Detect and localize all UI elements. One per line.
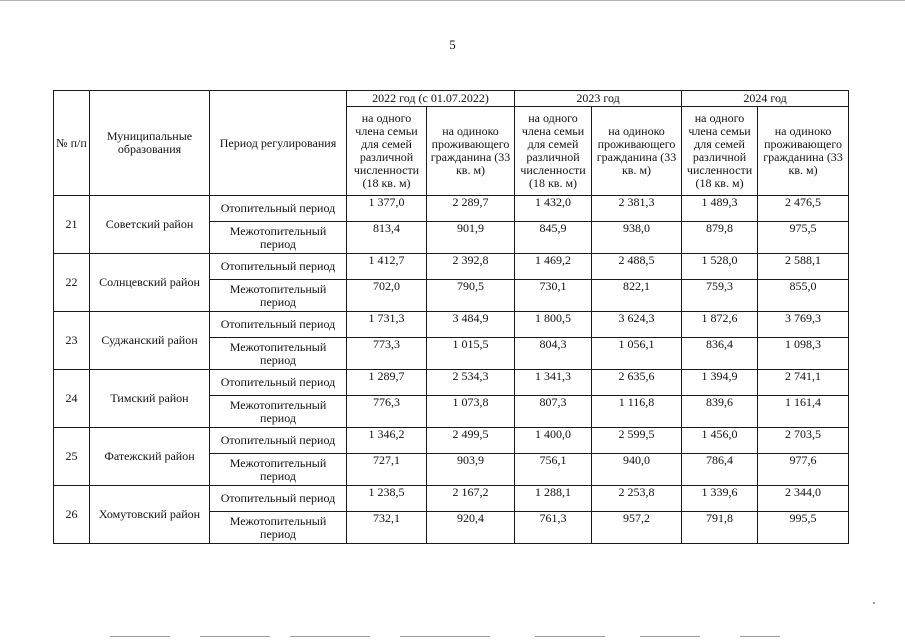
value-cell: 2 599,5 xyxy=(592,428,682,454)
value-cell: 1 238,5 xyxy=(347,486,427,512)
value-cell: 1 339,6 xyxy=(682,486,758,512)
value-cell: 901,9 xyxy=(427,222,515,254)
value-cell: 975,5 xyxy=(758,222,849,254)
table-row xyxy=(54,312,849,338)
district-name: Солнцевский район xyxy=(90,254,210,312)
page-number: 5 xyxy=(449,37,456,52)
value-cell: 790,5 xyxy=(427,280,515,312)
value-cell: 1 161,4 xyxy=(758,396,849,428)
value-cell: 727,1 xyxy=(347,454,427,486)
value-cell: 730,1 xyxy=(515,280,592,312)
row-number: 23 xyxy=(54,312,90,370)
value-cell: 1 116,8 xyxy=(592,396,682,428)
scan-artifact-line xyxy=(740,636,780,637)
value-cell: 786,4 xyxy=(682,454,758,486)
row-number: 25 xyxy=(54,428,90,486)
value-cell: 920,4 xyxy=(427,512,515,544)
value-cell: 756,1 xyxy=(515,454,592,486)
value-cell: 2 488,5 xyxy=(592,254,682,280)
header-2023-single: на одиноко проживающего гражданина (33 кв. м) xyxy=(592,107,682,196)
value-cell: 836,4 xyxy=(682,338,758,370)
value-cell: 1 528,0 xyxy=(682,254,758,280)
value-cell: 732,1 xyxy=(347,512,427,544)
value-cell: 1 073,8 xyxy=(427,396,515,428)
value-cell: 1 469,2 xyxy=(515,254,592,280)
value-cell: 1 394,9 xyxy=(682,370,758,396)
header-row-years xyxy=(54,91,849,107)
scan-artifact-line xyxy=(535,636,605,637)
value-cell: 977,6 xyxy=(758,454,849,486)
header-2024-single: на одиноко проживающего гражданина (33 кв. м) xyxy=(758,107,849,196)
district-name: Суджанский район xyxy=(90,312,210,370)
period-non-heating: Межотопительный период xyxy=(210,454,347,486)
value-cell: 938,0 xyxy=(592,222,682,254)
table-row xyxy=(54,370,849,396)
value-cell: 2 253,8 xyxy=(592,486,682,512)
value-cell: 1 800,5 xyxy=(515,312,592,338)
header-year-2022: 2022 год (с 01.07.2022) xyxy=(347,91,515,107)
value-cell: 1 056,1 xyxy=(592,338,682,370)
value-cell: 776,3 xyxy=(347,396,427,428)
table-row xyxy=(54,428,849,454)
header-2022-family: на одного члена семьи для семей различной численности (18 кв. м) xyxy=(347,107,427,196)
value-cell: 2 588,1 xyxy=(758,254,849,280)
period-heating: Отопительный период xyxy=(210,196,347,222)
table-row xyxy=(54,486,849,512)
value-cell: 1 288,1 xyxy=(515,486,592,512)
value-cell: 940,0 xyxy=(592,454,682,486)
value-cell: 759,3 xyxy=(682,280,758,312)
row-number: 21 xyxy=(54,196,90,254)
period-non-heating: Межотопительный период xyxy=(210,280,347,312)
scan-artifact-line xyxy=(200,636,270,637)
period-non-heating: Межотопительный период xyxy=(210,338,347,370)
header-period: Период регулирования xyxy=(210,91,347,196)
value-cell: 1 432,0 xyxy=(515,196,592,222)
value-cell: 3 769,3 xyxy=(758,312,849,338)
value-cell: 2 167,2 xyxy=(427,486,515,512)
value-cell: 2 534,3 xyxy=(427,370,515,396)
value-cell: 2 635,6 xyxy=(592,370,682,396)
value-cell: 1 400,0 xyxy=(515,428,592,454)
value-cell: 1 289,7 xyxy=(347,370,427,396)
value-cell: 2 741,1 xyxy=(758,370,849,396)
value-cell: 813,4 xyxy=(347,222,427,254)
value-cell: 1 377,0 xyxy=(347,196,427,222)
value-cell: 855,0 xyxy=(758,280,849,312)
value-cell: 3 484,9 xyxy=(427,312,515,338)
district-name: Фатежский район xyxy=(90,428,210,486)
value-cell: 2 289,7 xyxy=(427,196,515,222)
period-heating: Отопительный период xyxy=(210,254,347,280)
header-year-2023: 2023 год xyxy=(515,91,682,107)
period-non-heating: Межотопительный период xyxy=(210,222,347,254)
value-cell: 1 341,3 xyxy=(515,370,592,396)
period-non-heating: Межотопительный период xyxy=(210,512,347,544)
district-name: Тимский район xyxy=(90,370,210,428)
value-cell: 702,0 xyxy=(347,280,427,312)
value-cell: 1 412,7 xyxy=(347,254,427,280)
header-no: № п/п xyxy=(54,91,90,196)
row-number: 26 xyxy=(54,486,90,544)
value-cell: 773,3 xyxy=(347,338,427,370)
value-cell: 839,6 xyxy=(682,396,758,428)
value-cell: 1 489,3 xyxy=(682,196,758,222)
value-cell: 879,8 xyxy=(682,222,758,254)
value-cell: 761,3 xyxy=(515,512,592,544)
value-cell: 822,1 xyxy=(592,280,682,312)
scan-artifact-line xyxy=(290,636,370,637)
value-cell: 791,8 xyxy=(682,512,758,544)
row-number: 24 xyxy=(54,370,90,428)
value-cell: 1 731,3 xyxy=(347,312,427,338)
value-cell: 2 703,5 xyxy=(758,428,849,454)
period-non-heating: Межотопительный период xyxy=(210,396,347,428)
district-name: Хомутовский район xyxy=(90,486,210,544)
value-cell: 903,9 xyxy=(427,454,515,486)
value-cell: 1 872,6 xyxy=(682,312,758,338)
scan-artifact-line xyxy=(110,636,170,637)
scan-top-edge-line xyxy=(0,0,905,1)
header-municipality: Муниципальные образования xyxy=(90,91,210,196)
header-2023-family: на одного члена семьи для семей различной численности (18 кв. м) xyxy=(515,107,592,196)
header-2022-single: на одиноко проживающего гражданина (33 кв. м) xyxy=(427,107,515,196)
period-heating: Отопительный период xyxy=(210,486,347,512)
value-cell: 845,9 xyxy=(515,222,592,254)
value-cell: 2 381,3 xyxy=(592,196,682,222)
scan-artifact-line xyxy=(640,636,700,637)
scan-artifact-line xyxy=(400,636,490,637)
value-cell: 2 476,5 xyxy=(758,196,849,222)
value-cell: 804,3 xyxy=(515,338,592,370)
header-year-2024: 2024 год xyxy=(682,91,849,107)
value-cell: 1 015,5 xyxy=(427,338,515,370)
value-cell: 1 098,3 xyxy=(758,338,849,370)
value-cell: 1 346,2 xyxy=(347,428,427,454)
period-heating: Отопительный период xyxy=(210,312,347,338)
tariff-table xyxy=(53,90,849,544)
value-cell: 957,2 xyxy=(592,512,682,544)
district-name: Советский район xyxy=(90,196,210,254)
table-row xyxy=(54,196,849,222)
value-cell: 995,5 xyxy=(758,512,849,544)
value-cell: 2 392,8 xyxy=(427,254,515,280)
table-row xyxy=(54,254,849,280)
period-heating: Отопительный период xyxy=(210,370,347,396)
header-2024-family: на одного члена семьи для семей различной численности (18 кв. м) xyxy=(682,107,758,196)
value-cell: 3 624,3 xyxy=(592,312,682,338)
row-number: 22 xyxy=(54,254,90,312)
value-cell: 2 344,0 xyxy=(758,486,849,512)
scan-artifact-dot xyxy=(873,602,875,604)
period-heating: Отопительный период xyxy=(210,428,347,454)
value-cell: 1 456,0 xyxy=(682,428,758,454)
value-cell: 2 499,5 xyxy=(427,428,515,454)
value-cell: 807,3 xyxy=(515,396,592,428)
